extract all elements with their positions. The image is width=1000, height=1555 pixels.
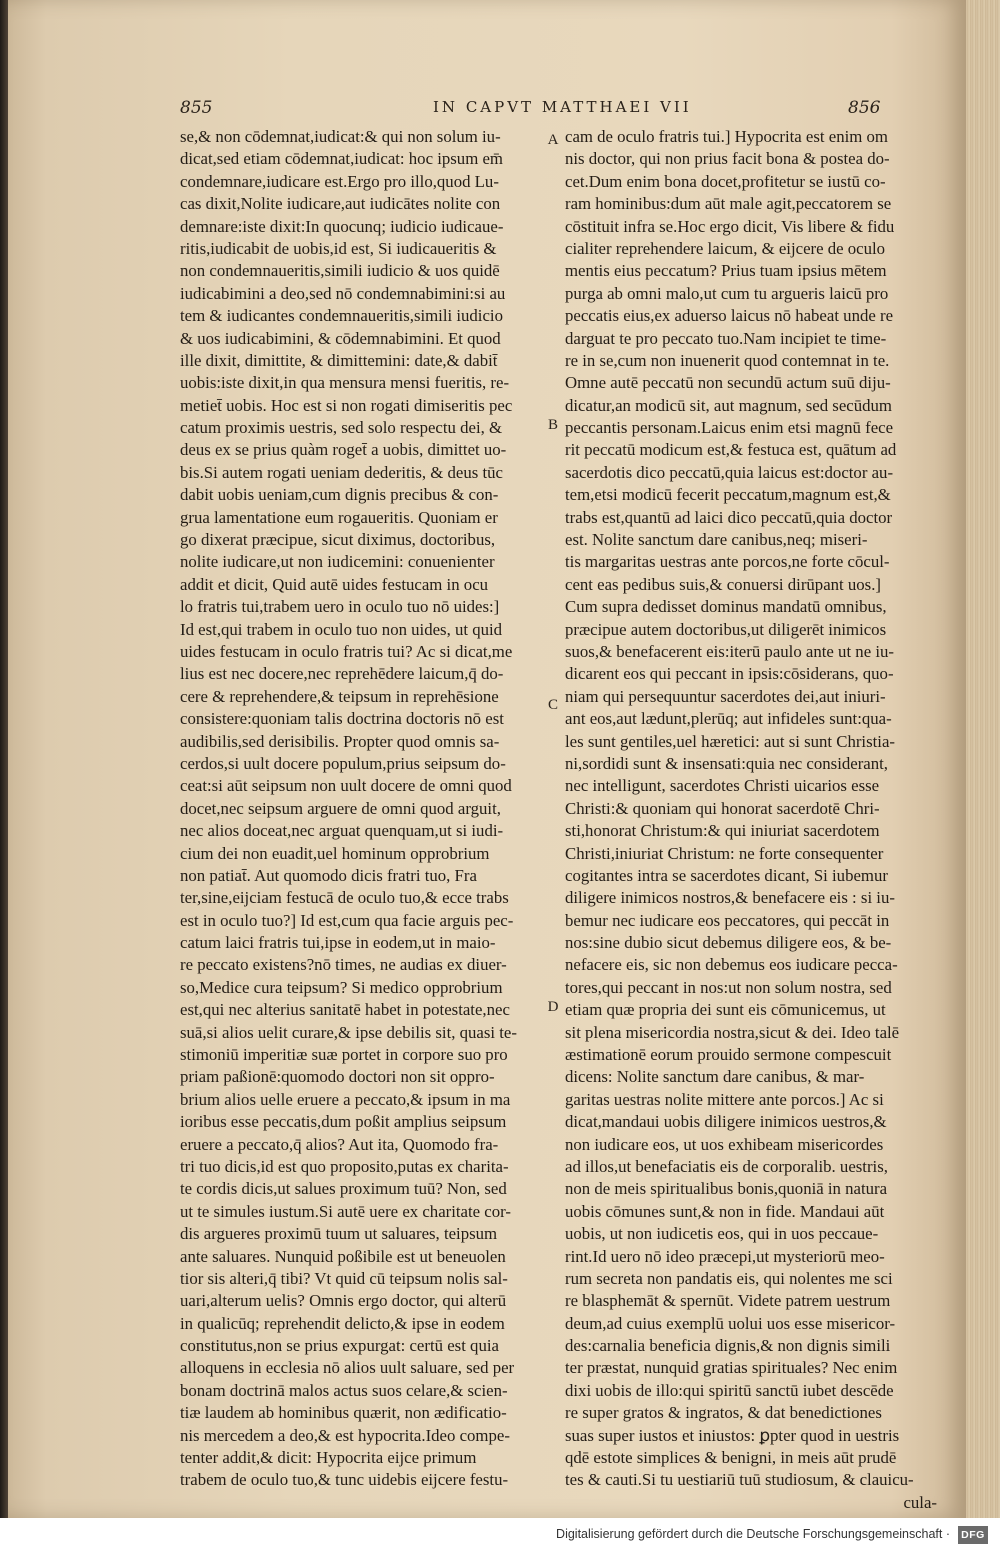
right-column-line: mentis eius peccatum? Prius tuam ipsius mētem — [565, 261, 887, 281]
right-column-line: sacerdotis dico peccatū,quia laicus est:doctor au- — [565, 462, 894, 482]
right-column-line: dixi uobis de illo:qui spiritū sanctū iubet descēde — [565, 1380, 894, 1400]
left-column-line: ille dixit, dimittite, & dimittemini: date,& dabit̄ — [180, 350, 498, 370]
right-column-line: non de meis spiritualibus bonis,quoniā in natura — [565, 1179, 888, 1199]
left-column-line: lius est nec docere,nec reprehēdere laicum,q̄ do- — [180, 664, 504, 684]
left-column-line: iudicabimini a deo,sed nō condemnabimini:si au — [180, 283, 506, 303]
right-column-line: est. Nolite sanctum dare canibus,neq; miseri- — [565, 530, 868, 550]
right-column-line: qdē estote simplices & benigni, in meis aūt prudē — [565, 1448, 897, 1468]
left-column-line: priam paßionē:quomodo doctori non sit oppro- — [180, 1067, 495, 1087]
right-column-line: diligere inimicos nostros,& benefacere eis : si iu- — [565, 888, 895, 908]
left-column-line: catum laici fratris tui,ipse in eodem,ut in maio- — [180, 933, 496, 953]
right-column-line: garitas uestras nolite mittere ante porcos.] Ac si — [565, 1089, 884, 1109]
right-column-line: suas super iustos et iniustos: ꝑpter quod in uestris — [565, 1425, 900, 1445]
right-column-line: cam de oculo fratris tui.] Hypocrita est enim om — [565, 127, 888, 146]
dfg-logo: DFG — [958, 1526, 988, 1544]
right-column-line: cet.Dum enim bona docet,profitetur se iustū co- — [565, 171, 886, 191]
left-column-line: non condemnaueritis,simili iudicio & uos quidē — [180, 261, 500, 281]
right-column-line: tes & cauti.Si tu uestiariū tuū studiosum, & clauicu- — [565, 1470, 914, 1490]
left-column-line: cas dixit,Nolite iudicare,aut iudicātes nolite con — [180, 194, 501, 214]
left-column-line: est in oculo tuo?] Id est,cum qua facie arguis pec- — [180, 910, 514, 930]
left-column-line: tiæ laudem ab hominibus quærit, non ædificatio- — [180, 1403, 507, 1423]
left-column-line: consistere:quoniam talis doctrina doctoris nō est — [180, 709, 504, 729]
right-column-line: purga ab omni malo,ut cum tu argueris laicū pro — [565, 283, 889, 303]
left-column-line: se,& non cōdemnat,iudicat:& qui non solum iu- — [180, 127, 501, 146]
left-column-line: audibilis,sed derisibilis. Propter quod omnis sa- — [180, 731, 500, 751]
right-column-line: uobis cōmunes sunt,& non in fide. Mandaui aūt — [565, 1201, 885, 1221]
left-column-line: alloquens in ecclesia nō alios uult saluare, sed per — [180, 1358, 515, 1378]
right-column-line: suos,& benefacerent eis:iterū paulo ante ut ne iu- — [565, 641, 894, 661]
left-column-line: ut te simules iustum.Si autē uere ex charitate cor- — [180, 1201, 511, 1221]
right-column-line: rint.Id uero nō ideo præcepi,ut mysteriorū meo- — [565, 1246, 885, 1266]
right-column-line: non iudicare eos, ut uos exhibeam misericordes — [565, 1134, 884, 1154]
left-column-line: condemnare,iudicare est.Ergo pro illo,quod Lu- — [180, 171, 499, 191]
left-column-line: demnare:iste dixit:In quocunq; iudicio iudicaue- — [180, 216, 504, 236]
book-page — [8, 0, 968, 1518]
right-column-line: les sunt gentiles,uel hæretici: aut si sunt Christia- — [565, 731, 895, 751]
left-column-line: uari,alterum uelis? Omnis ergo doctor, qui alterū — [180, 1291, 507, 1311]
left-column-line: docet,nec seipsum arguere de omni quod arguit, — [180, 798, 501, 818]
left-column-line: cium dei non euadit,uel hominum opprobrium — [180, 843, 490, 863]
left-column-line: nolite iudicare,ut non iudicemini: conuenienter — [180, 552, 495, 572]
left-column-line: in qualicūq; reprehendit delicto,& ipse in eodem — [180, 1313, 505, 1333]
right-column-line: ram hominibus:dum aūt male agit,peccatorem se — [565, 194, 892, 214]
right-column-line: tis margaritas uestras ante porcos,ne forte cōcul- — [565, 552, 890, 572]
margin-letter-d: D — [547, 999, 559, 1015]
right-column-line: æstimationē eorum prouido sermone compescuit — [565, 1045, 892, 1065]
running-title: IN CAPVT MATTHAEI VII — [433, 98, 692, 116]
right-column-line: rum secreta non pandatis eis, qui nolentes me sci — [565, 1268, 893, 1288]
left-column-line: tenter addit,& dicit: Hypocrita eijce primum — [180, 1448, 477, 1468]
margin-letter-a: A — [547, 132, 559, 148]
right-column-line: re in se,cum non inuenerit quod contemnat in te. — [565, 350, 890, 370]
right-column-line: re super gratos & ingratos, & dat benedictiones — [565, 1403, 882, 1423]
left-column-line: dis argueres proximū tuum ut saluares, teipsum — [180, 1224, 498, 1244]
right-column-line: bemur nec iudicare eos peccatores, qui peccāt in — [565, 910, 890, 930]
right-text-column — [565, 126, 937, 1514]
right-column-line: uobis, ut non iudicetis eos, qui in uos peccaue- — [565, 1224, 879, 1244]
left-column-line: est,qui nec alterius sanitatē habet in potestate,nec — [180, 1000, 510, 1020]
right-column-line: re blasphemāt & spernūt. Videte patrem uestrum — [565, 1291, 891, 1311]
left-column-line: ceat:si aūt seipsum non uult docere de omni quod — [180, 776, 512, 796]
right-column-line: deum,ad cuius exemplū uolui uos esse misericor- — [565, 1313, 896, 1333]
left-column-line: uobis:iste dixit,in qua mensura mensi fueritis, re- — [180, 373, 510, 393]
funding-credit: Digitalisierung gefördert durch die Deutsche Forschungsgemeinschaft · — [556, 1527, 950, 1541]
right-column-line: Cum supra dedisset dominus mandatū omnibus, — [565, 597, 887, 617]
right-column-line: darguat te pro peccato tuo.Nam incipiet te time- — [565, 328, 887, 348]
right-column-line: nos:sine dubio sicut debemus diligere eos, & be- — [565, 933, 892, 953]
right-column-line: trabs est,quantū ad laici dico peccatū,quia doctor — [565, 507, 893, 527]
left-column-line: bonam doctrinā malos actus suos celare,& scien- — [180, 1380, 508, 1400]
left-column-line: cerdos,si uult docere populum,prius seipsum do- — [180, 753, 506, 773]
left-column-line: deus ex se prius quàm roget̄ a uobis, dimittet uo- — [180, 440, 507, 460]
right-column-line: Omne autē peccatū non secundū actum suū diju- — [565, 373, 891, 393]
margin-letter-c: C — [547, 697, 558, 713]
left-column-line: re peccato existens?nō times, ne audias ex diuer- — [180, 955, 507, 975]
left-column-line: eruere a peccato,q̄ alios? Aut ita, Quomodo fra- — [180, 1134, 499, 1154]
right-column-line: rit peccatū modicum est,& festuca est, quātum ad — [565, 440, 897, 460]
right-column-line: cōstituit infra se.Hoc ergo dicit, Vis libere & fidu — [565, 216, 895, 236]
left-column-line: addit et dicit, Quid autē uides festucam in ocu — [180, 574, 489, 594]
digitization-footer — [0, 1518, 1000, 1555]
left-column-line: lo fratris tui,trabem uero in oculo tuo nō uides:] — [180, 597, 500, 617]
folio-left: 855 — [180, 98, 213, 118]
left-column-line: metiet̄ uobis. Hoc est si non rogati dimiseritis pec — [180, 395, 513, 415]
left-column-line: catum proximis uestris, sed solo respectu dei, & — [180, 418, 503, 438]
left-column-line: so,Medice cura teipsum? Si medico opprobrium — [180, 977, 503, 997]
right-column-line: Christi,iniuriat Christum: ne forte consequenter — [565, 843, 884, 863]
right-column-line: cent eas pedibus suis,& conuersi dirūpant uos.] — [565, 574, 881, 594]
left-column-line: nec alios doceat,nec arguat quenquam,ut si iudi- — [180, 821, 504, 841]
right-column-line: præcipue autem doctoribus,ut diligerēt inimicos — [565, 619, 887, 639]
right-column-line: dicens: Nolite sanctum dare canibus, & mar- — [565, 1067, 865, 1087]
left-column-line: nis mercedem a deo,& est hypocrita.Ideo compe- — [180, 1425, 510, 1445]
left-column-line: tior sis alteri,q̄ tibi? Vt quid cū teipsum nolis sal- — [180, 1268, 508, 1288]
right-column-line: dicatur,an modicū sit, aut magnum, sed secūdum — [565, 395, 892, 415]
right-column-line: ant eos,aut lædunt,plerūq; aut infideles sunt:qua- — [565, 709, 892, 729]
right-column-line: etiam quæ propria dei sunt eis cōmunicemus, ut — [565, 1000, 886, 1020]
right-column-line: sit plena misericordia nostra,sicut & dei. Ideo talē — [565, 1022, 900, 1042]
left-column-line: ritis,iudicabit de uobis,id est, Si iudicaueritis & — [180, 238, 497, 258]
left-column-line: constitutus,non se prius expurgat: certū est quia — [180, 1336, 499, 1356]
left-column-line: dicat,sed etiam cōdemnat,iudicat: hoc ipsum em̄ — [180, 149, 503, 169]
left-column-line: cere & reprehendere,& teipsum in reprehēsione — [180, 686, 499, 706]
left-column-line: & uos iudicabimini, & cōdemnabimini. Et quod — [180, 328, 501, 348]
left-column-line: bis.Si autem rogati ueniam dederitis, & deus tūc — [180, 462, 503, 482]
margin-letter-b: B — [547, 417, 558, 433]
right-column-line: nefacere eis, sic non debemus eos iudicare pecca- — [565, 955, 898, 975]
left-column-line: suā,si alios uelit curare,& ipse debilis sit, quasi te- — [180, 1022, 517, 1042]
left-column-line: uides festucam in oculo fratris tui? Ac si dicat,me — [180, 641, 513, 661]
right-column-line: dicarent eos qui peccant in ipsis:cōsiderans, quo- — [565, 664, 894, 684]
right-column-line: des:carnalia beneficia dignis,& non dignis simili — [565, 1336, 891, 1356]
catchword: cula- — [903, 1492, 937, 1512]
right-column-line: dicat,mandaui uobis diligere inimicos uestros,& — [565, 1112, 887, 1132]
left-column-line: te cordis dicis,ut salues proximum tuū? Non, sed — [180, 1179, 507, 1199]
right-column-line: tores,qui peccant in nos:ut non solum nostra, sed — [565, 977, 892, 997]
right-column-line: niam qui persequuntur sacerdotes dei,aut iniuri- — [565, 686, 886, 706]
right-column-line: ad illos,ut benefaciatis eis de corporalib. uestris, — [565, 1156, 888, 1176]
right-column-line: tem,etsi modicū fecerit peccatum,magnum est,& — [565, 485, 891, 505]
right-column-line: sti,honorat Christum:& qui iniuriat sacerdotem — [565, 821, 880, 841]
right-column-line: peccatis eius,ex aduerso laicus nō habeat unde re — [565, 306, 894, 326]
left-column-line: ter,sine,eijciam festucā de oculo tuo,& ecce trabs — [180, 888, 509, 908]
left-column-line: tri tuo dicis,id est quo proposito,putas ex charita- — [180, 1156, 509, 1176]
page-header — [8, 98, 968, 122]
right-column-line: nis doctor, qui non prius facit bona & postea do- — [565, 149, 890, 169]
left-text-column — [180, 126, 552, 1492]
left-column-line: trabem de oculo tuo,& tunc uidebis eijcere festu- — [180, 1470, 509, 1490]
right-column-line: nec intelligunt, sacerdotes Christi uicarios esse — [565, 776, 880, 796]
right-column-line: cogitantes intra se sacerdotes dicant, Si iubemur — [565, 865, 888, 885]
folio-right: 856 — [848, 98, 881, 118]
left-column-line: ante saluares. Nunquid poßibile est ut beneuolen — [180, 1246, 506, 1266]
left-column-line: dabit uobis ueniam,cum dignis precibus & con- — [180, 485, 499, 505]
left-column-line: grua lamentatione eum rogaueritis. Quoniam er — [180, 507, 498, 527]
right-column-line: cialiter reprehendere laicum, & eijcere de oculo — [565, 238, 886, 258]
page-edge-stack — [966, 0, 1000, 1518]
left-column-line: brium alios uelle eruere a peccato,& ipsum in ma — [180, 1089, 511, 1109]
right-column-line: ni,sordidi sunt & insensati:quia nec considerant, — [565, 753, 888, 773]
left-column-line: non patiat̄. Aut quomodo dicis fratri tuo, Fra — [180, 865, 477, 885]
left-column-line: stimoniū imperitiæ suæ portet in corpore suo pro — [180, 1045, 508, 1065]
left-column-line: go dixerat præcipue, sicut diximus, doctoribus, — [180, 530, 496, 550]
left-column-line: tem & iudicantes condemnaueritis,simili iudicio — [180, 306, 503, 326]
right-column-line: Christi:& quoniam qui honorat sacerdotē Chri- — [565, 798, 880, 818]
right-column-line: peccantis personam.Laicus enim etsi magnū fece — [565, 418, 894, 438]
left-column-line: ioribus esse peccatis,dum poßit amplius seipsum — [180, 1112, 507, 1132]
left-column-line: Id est,qui trabem in oculo tuo non uides, ut quid — [180, 619, 503, 639]
right-column-line: ter præstat, nunquid gratias spirituales? Nec enim — [565, 1358, 898, 1378]
